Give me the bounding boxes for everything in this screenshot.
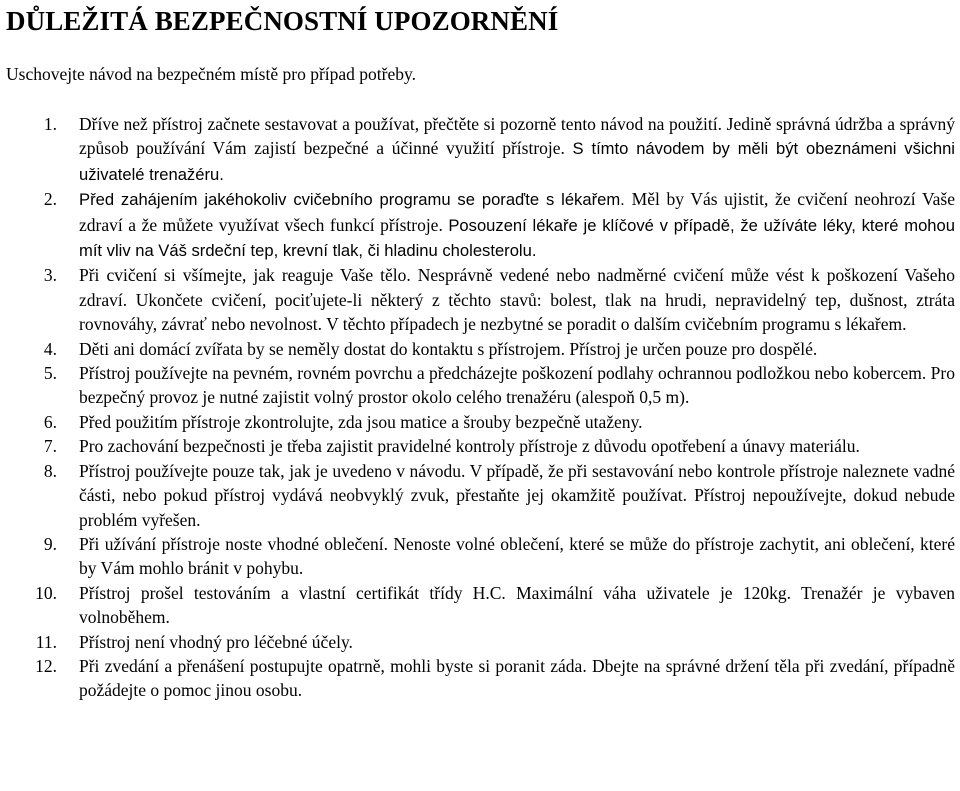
item-text: Při užívání přístroje noste vhodné oblečení. Nenoste volné oblečení, které se může do přístroje zachytit, ani oblečení, které by Vám mohlo bránit v pohybu.: [79, 533, 955, 579]
item-text: Posouzení lékaře je klíčové v případě, že užíváte léky, které mohou mít vliv na Váš srdeční tep, krevní tlak, či hladinu cholesterolu.: [79, 215, 955, 261]
document-title: DŮLEŽITÁ BEZPEČNOSTNÍ UPOZORNĚNÍ: [6, 6, 559, 36]
item-text: S tímto návodem by měli být obeznámeni všichni uživatelé trenažéru.: [79, 139, 955, 184]
list-item: [0, 532, 960, 581]
intro-text: Uschovejte návod na bezpečném místě pro případ potřeby.: [6, 64, 416, 84]
list-item: [0, 459, 960, 532]
item-number: 7.: [43, 436, 57, 457]
item-number: 9.: [43, 533, 57, 554]
item-text: Při cvičení si všímejte, jak reaguje Vaše tělo. Nesprávně vedené nebo nadměrné cvičení může vést k poškození Vašeho zdraví. Ukončete cvičení, pociťujete-li některý z těchto stavů: bolest, tlak na hrudi, nepravidelný tep, dušnost, ztráta rovnováhy, závrať nebo nevolnost. V těchto případech je nezbytné se poradit o dalším cvičebním programu s lékařem.: [79, 265, 955, 335]
list-item: [0, 337, 960, 361]
list-item: [0, 410, 960, 434]
item-number: 10.: [35, 582, 57, 603]
item-number: 1.: [43, 114, 57, 134]
item-text: Před zahájením jakéhokoliv cvičebního programu se poraďte s lékařem.: [79, 190, 632, 210]
item-number: 5.: [43, 363, 57, 384]
item-text: Pro zachování bezpečnosti je třeba zajistit pravidelné kontroly přístroje z důvodu opotřebení a únavy materiálu.: [79, 436, 860, 457]
item-number: 4.: [43, 338, 57, 359]
item-number: 11.: [35, 631, 57, 652]
list-item: [0, 112, 960, 187]
list-item: [0, 630, 960, 654]
list-item: [0, 434, 960, 458]
item-number: 2.: [43, 189, 57, 210]
item-number: 6.: [43, 411, 57, 432]
item-text: Dříve než přístroj začnete sestavovat a používat, přečtěte si pozorně tento návod na použití. Jedině správná údržba a správný způsob používání Vám zajistí bezpečné a účinné využití přístroje.: [79, 114, 955, 159]
list-item: [0, 581, 960, 630]
item-text: Přístroj používejte na pevném, rovném povrchu a předcházejte poškození podlahy ochrannou podložkou nebo kobercem. Pro bezpečný provoz je nutné zajistit volný prostor okolo celého trenažéru (alespoň 0,5 m).: [79, 363, 955, 408]
safety-list: [0, 112, 960, 703]
list-item: [0, 263, 960, 336]
item-text: Před použitím přístroje zkontrolujte, zda jsou matice a šrouby bezpečně utaženy.: [79, 411, 643, 432]
item-number: 12.: [35, 655, 57, 676]
item-number: 8.: [43, 460, 57, 481]
list-item: [0, 654, 960, 703]
list-item: [0, 361, 960, 410]
item-number: 3.: [43, 265, 57, 286]
item-text: Přístroj není vhodný pro léčebné účely.: [79, 631, 353, 652]
list-item: [0, 187, 960, 263]
item-text: Přístroj používejte pouze tak, jak je uvedeno v návodu. V případě, že při sestavování nebo kontrole přístroje naleznete vadné části, nebo pokud přístroj vydává neobvyklý zvuk, přestaňte jej okamžitě používat. Přístroj nepoužívejte, dokud nebude problém vyřešen.: [79, 460, 955, 530]
item-text: Měl by Vás ujistit, že cvičení neohrozí Vaše zdraví a že můžete využívat všech funkcí přístroje.: [79, 189, 955, 235]
item-text: Děti ani domácí zvířata by se neměly dostat do kontaktu s přístrojem. Přístroj je určen pouze pro dospělé.: [79, 338, 818, 359]
item-text: Přístroj prošel testováním a vlastní certifikát třídy H.C. Maximální váha uživatele je 120kg. Trenažér je vybaven volnoběhem.: [79, 582, 955, 628]
item-text: Při zvedání a přenášení postupujte opatrně, mohli byste si poranit záda. Dbejte na správné držení těla při zvedání, případně požádejte o pomoc jinou osobu.: [79, 655, 955, 701]
